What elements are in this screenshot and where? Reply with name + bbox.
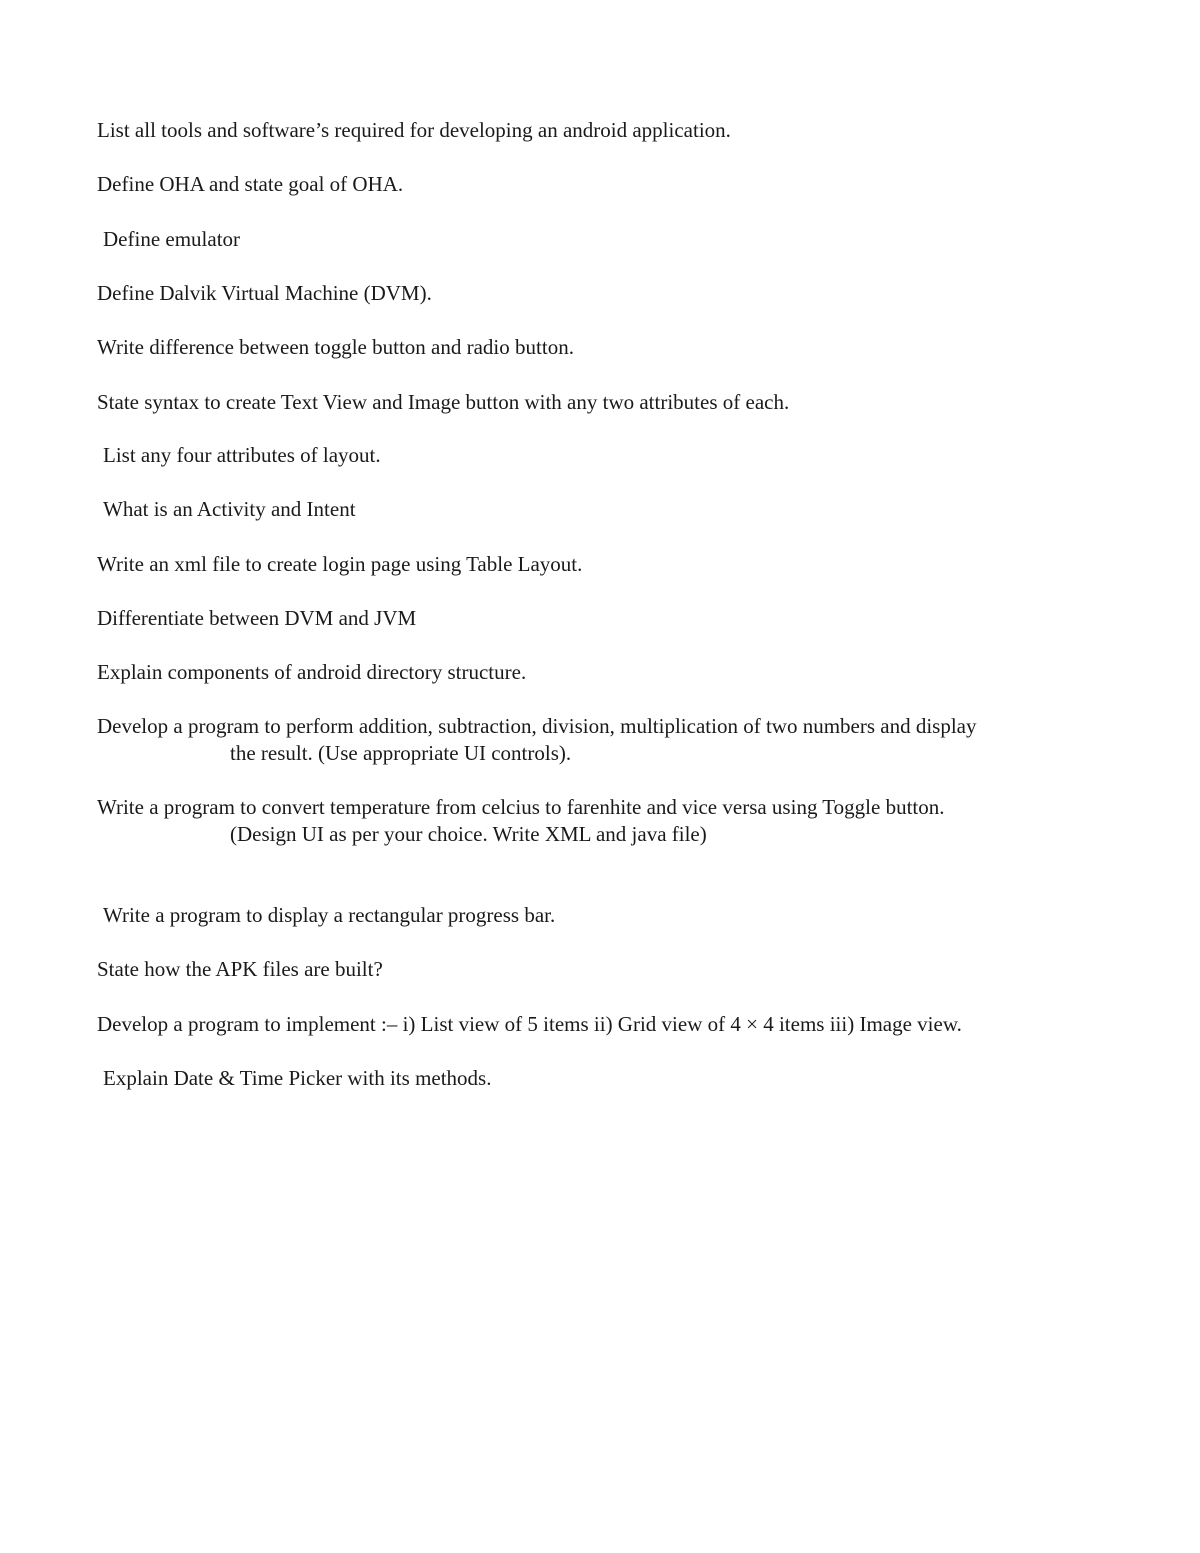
question-13-line-2: (Design UI as per your choice. Write XML and java file) [230, 822, 707, 846]
question-4: Define Dalvik Virtual Machine (DVM). [97, 281, 432, 305]
question-10: Differentiate between DVM and JVM [97, 606, 417, 630]
question-13-line-1: Write a program to convert temperature from celcius to farenhite and vice versa using Toggle button. [97, 795, 945, 819]
question-8: What is an Activity and Intent [103, 497, 356, 521]
question-16: Develop a program to implement :– i) List view of 5 items ii) Grid view of 4 × 4 items iii) Image view. [97, 1012, 962, 1036]
question-7: List any four attributes of layout. [103, 443, 381, 467]
question-12-line-2: the result. (Use appropriate UI controls). [230, 741, 572, 765]
question-15: State how the APK files are built? [97, 957, 383, 981]
question-3: Define emulator [103, 227, 241, 251]
question-13 [97, 794, 945, 848]
question-5: Write difference between toggle button and radio button. [97, 335, 574, 359]
question-6: State syntax to create Text View and Image button with any two attributes of each. [97, 390, 790, 414]
question-17: Explain Date & Time Picker with its methods. [103, 1066, 492, 1090]
question-12-line-1: Develop a program to perform addition, subtraction, division, multiplication of two numbers and display [97, 714, 977, 738]
question-14: Write a program to display a rectangular progress bar. [103, 903, 556, 927]
question-1: List all tools and software’s required for developing an android application. [97, 118, 731, 142]
question-12 [97, 713, 977, 767]
question-11: Explain components of android directory structure. [97, 660, 527, 684]
question-2: Define OHA and state goal of OHA. [97, 172, 404, 196]
question-9: Write an xml file to create login page using Table Layout. [97, 552, 583, 576]
